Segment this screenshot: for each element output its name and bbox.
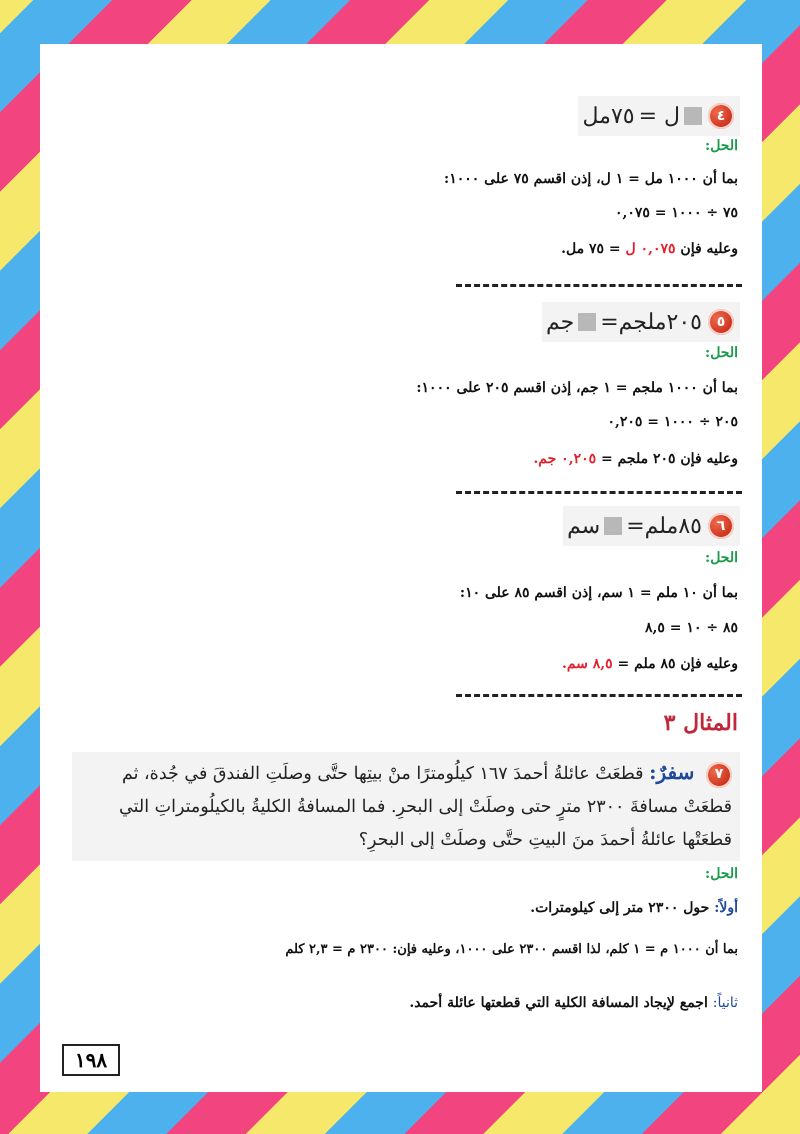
word-problem-title: سفرٌ: (649, 760, 695, 784)
blank-box-icon (684, 107, 702, 125)
exercise-4-line3 (561, 241, 738, 257)
example-3-solution-label: الحل: (705, 866, 738, 882)
exercise-6-expr-part1: ٨٥ملم= (626, 513, 702, 539)
example-3-heading: المثال ٣ (663, 710, 738, 736)
exercise-4-expr-part2: ٧٥مل (582, 103, 635, 129)
exercise-6-line3 (562, 656, 738, 672)
exercise-6-answer: ٨,٥ سم. (561, 656, 613, 672)
step-first-label: أولاً: (714, 900, 738, 916)
step-calc: بما أن ١٠٠٠ م = ١ كلم، لذا اقسم ٢٣٠٠ على ١٠٠٠، وعليه فإن: ٢٣٠٠ م = ٢,٣ كلم (285, 942, 738, 957)
divider (456, 491, 742, 494)
exercise-5-line1: بما أن ١٠٠٠ ملجم = ١ جم، إذن اقسم ٢٠٥ على ١٠٠٠: (416, 380, 738, 396)
exercise-4-expr-part1: ل = (638, 103, 680, 129)
exercise-5-expr-part2: جم (545, 309, 575, 335)
page-number: ١٩٨ (62, 1044, 120, 1076)
word-problem-text: قطعَتْ عائلةُ أحمدَ ١٦٧ كيلُومترًا منْ بيتِها حتَّى وصلَتِ الفندقَ في جُدة، ثم قطعَتْ مسافةَ ٢٣٠٠ مترٍ حتى وصلَتْ إلى البحرِ. فما المسافةُ الكليةُ بالكيلُومتراتِ التي قطعَتْها عائلةُ أحمدَ منَ البيتِ حتَّى وصلَتْ إلى البحرِ؟ (119, 764, 732, 850)
page (40, 44, 762, 1092)
exercise-5-line3-a: وعليه فإن ٢٠٥ ملجم = (601, 451, 738, 467)
step-first-text: حول ٢٣٠٠ متر إلى كيلومترات. (530, 900, 710, 916)
exercise-5-line3 (533, 451, 738, 467)
step-second (409, 995, 738, 1011)
exercise-4-line3-a: وعليه فإن (680, 241, 738, 257)
divider (456, 694, 742, 697)
exercise-4-problem (578, 96, 740, 136)
exercise-4-line3-b: = ٧٥ مل. (561, 241, 621, 257)
exercise-4-expression (582, 104, 702, 129)
divider (456, 284, 742, 287)
blank-box-icon (578, 313, 596, 331)
exercise-5-line2: ٢٠٥ ÷ ١٠٠٠ = ٠,٢٠٥ (607, 414, 738, 430)
step-first (530, 900, 738, 916)
step-second-text: اجمع لإيجاد المسافة الكلية التي قطعتها عائلة أحمد. (409, 995, 708, 1011)
exercise-7-badge: ٧ (706, 762, 732, 788)
exercise-5-expr-part1: ٢٠٥ملجم= (600, 309, 702, 335)
step-second-label: ثانياً: (712, 995, 738, 1011)
exercise-6-line2: ٨٥ ÷ ١٠ = ٨,٥ (645, 620, 738, 636)
exercise-6-line1: بما أن ١٠ ملم = ١ سم، إذن اقسم ٨٥ على ١٠: (459, 585, 738, 601)
exercise-6-expr-part2: سم (567, 513, 601, 539)
exercise-6-line3-a: وعليه فإن ٨٥ ملم = (617, 656, 738, 672)
exercise-4-badge: ٤ (708, 103, 734, 129)
exercise-4-line1: بما أن ١٠٠٠ مل = ١ ل، إذن اقسم ٧٥ على ١٠٠٠: (444, 171, 738, 187)
exercise-4-solution-label: الحل: (705, 138, 738, 154)
exercise-5-answer: ٠,٢٠٥ جم. (533, 451, 597, 467)
exercise-6-solution-label: الحل: (705, 550, 738, 566)
exercise-6-badge: ٦ (708, 513, 734, 539)
exercise-6-problem (563, 506, 740, 546)
exercise-5-badge: ٥ (708, 309, 734, 335)
blank-box-icon (604, 517, 622, 535)
exercise-4-answer: ٠,٠٧٥ ل (625, 241, 676, 257)
exercise-4-line2: ٧٥ ÷ ١٠٠٠ = ٠,٠٧٥ (614, 205, 738, 221)
exercise-5-expression (546, 310, 702, 335)
word-problem-box (72, 752, 740, 861)
exercise-5-problem (542, 302, 740, 342)
exercise-6-expression (567, 514, 702, 539)
exercise-5-solution-label: الحل: (705, 345, 738, 361)
